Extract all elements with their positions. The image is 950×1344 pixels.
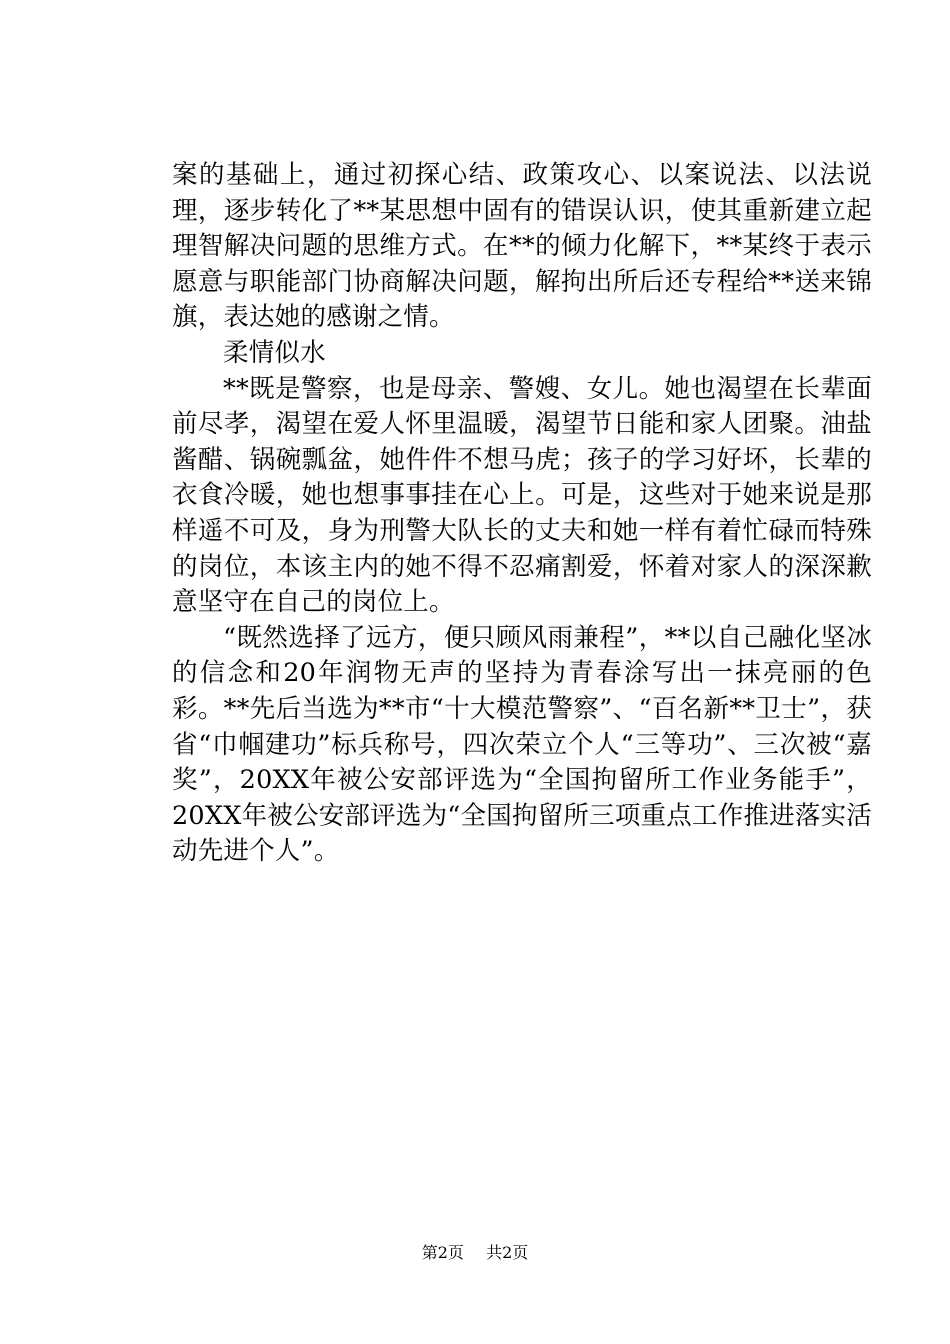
- paragraph-continued: 案的基础上，通过初探心结、政策攻心、以案说法、以法说理，逐步转化了**某思想中固有的错误认识，使其重新建立起理智解决问题的思维方式。在**的倾力化解下，**某终于表示愿意与职能部门协商解决问题，解拘出所后还专程给**送来锦旗，表达她的感谢之情。: [172, 160, 872, 333]
- section-heading: 柔情似水: [223, 337, 326, 368]
- document-body: [172, 158, 872, 870]
- paragraph-family: **既是警察，也是母亲、警嫂、女儿。她也渴望在长辈面前尽孝，渴望在爱人怀里温暖，渴望节日能和家人团聚。油盐酱醋、锅碗瓢盆，她件件不想马虎；孩子的学习好坏，长辈的衣食冷暖，她也想事事挂在心上。可是，这些对于她来说是那样遥不可及，身为刑警大队长的丈夫和她一样有着忙碌而特殊的岗位，本该主内的她不得不忍痛割爱，怀着对家人的深深歉意坚守在自己的岗位上。: [172, 373, 872, 618]
- paragraph-honors: “既然选择了远方，便只顾风雨兼程”，**以自己融化坚冰的信念和20年润物无声的坚持为青春涂写出一抹亮丽的色彩。**先后当选为**市“十大模范警察”、“百名新**卫士”，获省“巾帼建功”标兵称号，四次荣立个人“三等功”、三次被“嘉奖”，20XX年被公安部评选为“全国拘留所工作业务能手”，20XX年被公安部评选为“全国拘留所三项重点工作推进落实活动先进个人”。: [172, 622, 872, 867]
- page-number: 第2页: [421, 1243, 464, 1262]
- page-footer: [0, 1241, 950, 1265]
- page-total: 共2页: [486, 1243, 529, 1262]
